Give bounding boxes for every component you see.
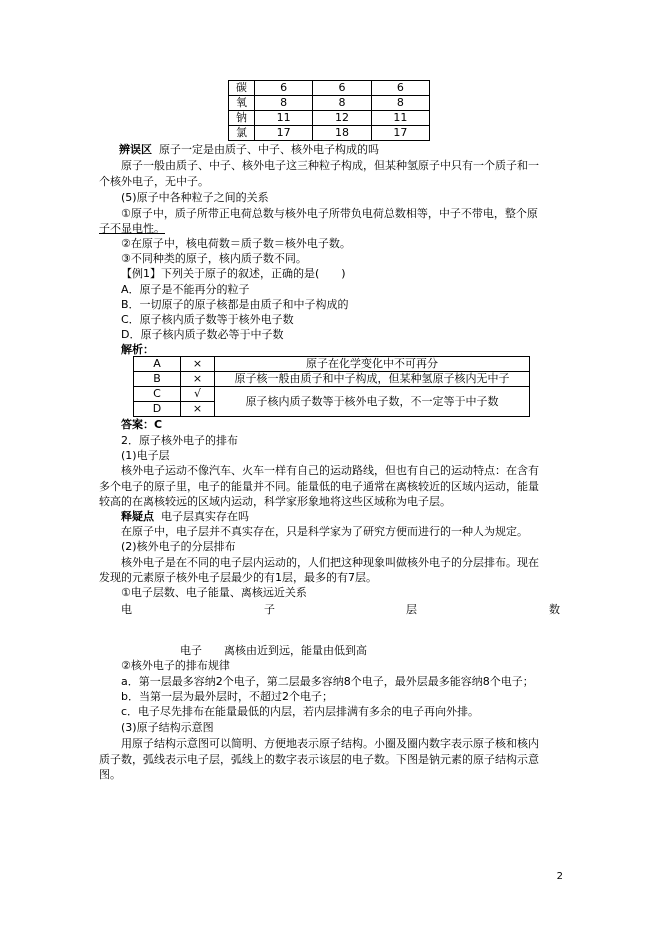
example-option-a: A．原子是不能再分的粒子 <box>121 283 250 296</box>
relation-heading: ①电子层数、电子能量、离核远近关系 <box>121 586 307 599</box>
element-name-cell: 氧 <box>229 96 255 111</box>
spread-char-1: 电 <box>121 603 132 616</box>
analysis-row <box>134 387 530 402</box>
element-value-cell: 11 <box>371 111 429 126</box>
example-option-d: D．原子核内质子数必等于中子数 <box>121 328 284 341</box>
element-value-cell: 18 <box>313 126 371 141</box>
page-number: 2 <box>556 871 563 882</box>
section2-para4: 核外电子是在不同的电子层内运动的，人们把这种现象叫做核外电子的分层排布。现在 <box>121 556 539 569</box>
doubt-label: 释疑点 <box>121 510 154 523</box>
analysis-row <box>134 357 530 372</box>
element-table-row <box>229 111 430 126</box>
element-table-row <box>229 96 430 111</box>
section2-sub2: (2)核外电子的分层排布 <box>121 540 236 553</box>
analysis-table <box>133 356 530 417</box>
analysis-option: A <box>134 357 181 372</box>
misconception-body-1: 原子一般由质子、中子、核外电子这三种粒子构成，但某种氢原子中只有一个质子和一 <box>121 159 539 172</box>
rule-title: ②核外电子的排布规律 <box>121 659 230 672</box>
element-name-cell: 碳 <box>229 81 255 96</box>
analysis-mark: × <box>181 357 215 372</box>
element-value-cell: 6 <box>255 81 313 96</box>
section2-para8: 图。 <box>99 768 121 781</box>
relation-item-1b: 子不显电性。 <box>99 222 165 235</box>
element-table-row <box>229 126 430 141</box>
element-value-cell: 12 <box>313 111 371 126</box>
doubt-heading <box>121 510 249 524</box>
misconception-label: 辨误区 <box>119 143 152 156</box>
section2-title: 2．原子核外电子的排布 <box>121 434 238 447</box>
section2-para3: 较高的在离核较远的区域内运动，科学家形象地将这些区域称为电子层。 <box>99 495 451 508</box>
example-option-b: B．一切原子的原子核都是由质子和中子构成的 <box>121 298 349 311</box>
rule-c: c．电子尽先排布在能量最低的内层，若内层排满有多余的电子再向外排。 <box>121 705 480 718</box>
analysis-option: D <box>134 402 181 417</box>
analysis-label: 解析： <box>121 343 154 356</box>
relation-item-3: ③不同种类的原子，核内质子数不同。 <box>121 252 307 265</box>
relation-title: (5)原子中各种粒子之间的关系 <box>121 191 269 204</box>
doubt-title: 电子层真实存在吗 <box>161 510 249 523</box>
analysis-mark: × <box>181 402 215 417</box>
spread-char-4: 数 <box>549 603 560 616</box>
doubt-body: 在原子中，电子层并不真实存在，只是科学家为了研究方便而进行的一种人为规定。 <box>121 525 528 538</box>
relation-line: 电子 离核由近到远，能量由低到高 <box>180 644 367 657</box>
rule-b: b．当第一层为最外层时，不超过2个电子； <box>121 690 333 703</box>
element-table-row <box>229 81 430 96</box>
section2-para1: 核外电子运动不像汽车、火车一样有自己的运动路线，但也有自己的运动特点：在含有 <box>121 464 539 477</box>
example-option-c: C．原子核内质子数等于核外电子数 <box>121 313 294 326</box>
element-value-cell: 8 <box>371 96 429 111</box>
element-value-cell: 6 <box>313 81 371 96</box>
example-question: 【例1】下列关于原子的叙述，正确的是( ) <box>121 267 346 280</box>
element-table <box>228 80 430 141</box>
analysis-text: 原子核一般由质子和中子构成，但某种氢原子核内无中子 <box>215 372 530 387</box>
analysis-mark: × <box>181 372 215 387</box>
element-value-cell: 8 <box>255 96 313 111</box>
section2-para5: 发现的元素原子核外电子层最少的有1层，最多的有7层。 <box>99 571 377 584</box>
analysis-option: C <box>134 387 181 402</box>
section2-para6: 用原子结构示意图可以简明、方便地表示原子结构。小圈及圈内数字表示原子核和核内 <box>121 737 539 750</box>
misconception-body-2: 个核外电子，无中子。 <box>99 175 209 188</box>
relation-item-1a: ①原子中，质子所带正电荷总数与核外电子所带负电荷总数相等，中子不带电，整个原 <box>121 207 538 220</box>
element-value-cell: 8 <box>313 96 371 111</box>
section2-para2: 多个电子的原子里，电子的能量并不同。能量低的电子通常在离核较近的区域内运动，能量 <box>99 480 539 493</box>
answer: 答案：C <box>121 418 163 431</box>
misconception-heading <box>119 143 379 157</box>
analysis-option: B <box>134 372 181 387</box>
relation-item-2: ②在原子中，核电荷数＝质子数＝核外电子数。 <box>121 237 351 250</box>
element-value-cell: 17 <box>371 126 429 141</box>
section2-para7: 质子数，弧线表示电子层，弧线上的数字表示该层的电子数。下图是钠元素的原子结构示意 <box>99 753 539 766</box>
misconception-title: 原子一定是由质子、中子、核外电子构成的吗 <box>159 143 379 156</box>
spread-char-3: 层 <box>406 603 417 616</box>
analysis-text: 原子核内质子数等于核外电子数，不一定等于中子数 <box>215 387 530 417</box>
section2-sub1: (1)电子层 <box>121 449 170 462</box>
element-name-cell: 氯 <box>229 126 255 141</box>
element-value-cell: 11 <box>255 111 313 126</box>
element-value-cell: 6 <box>371 81 429 96</box>
element-name-cell: 钠 <box>229 111 255 126</box>
analysis-mark: √ <box>181 387 215 402</box>
analysis-row <box>134 372 530 387</box>
analysis-text: 原子在化学变化中不可再分 <box>215 357 530 372</box>
spread-char-2: 子 <box>264 603 275 616</box>
element-value-cell: 17 <box>255 126 313 141</box>
rule-a: a．第一层最多容纳2个电子，第二层最多容纳8个电子，最外层最多能容纳8个电子； <box>121 675 534 688</box>
section2-sub3: (3)原子结构示意图 <box>121 721 214 734</box>
